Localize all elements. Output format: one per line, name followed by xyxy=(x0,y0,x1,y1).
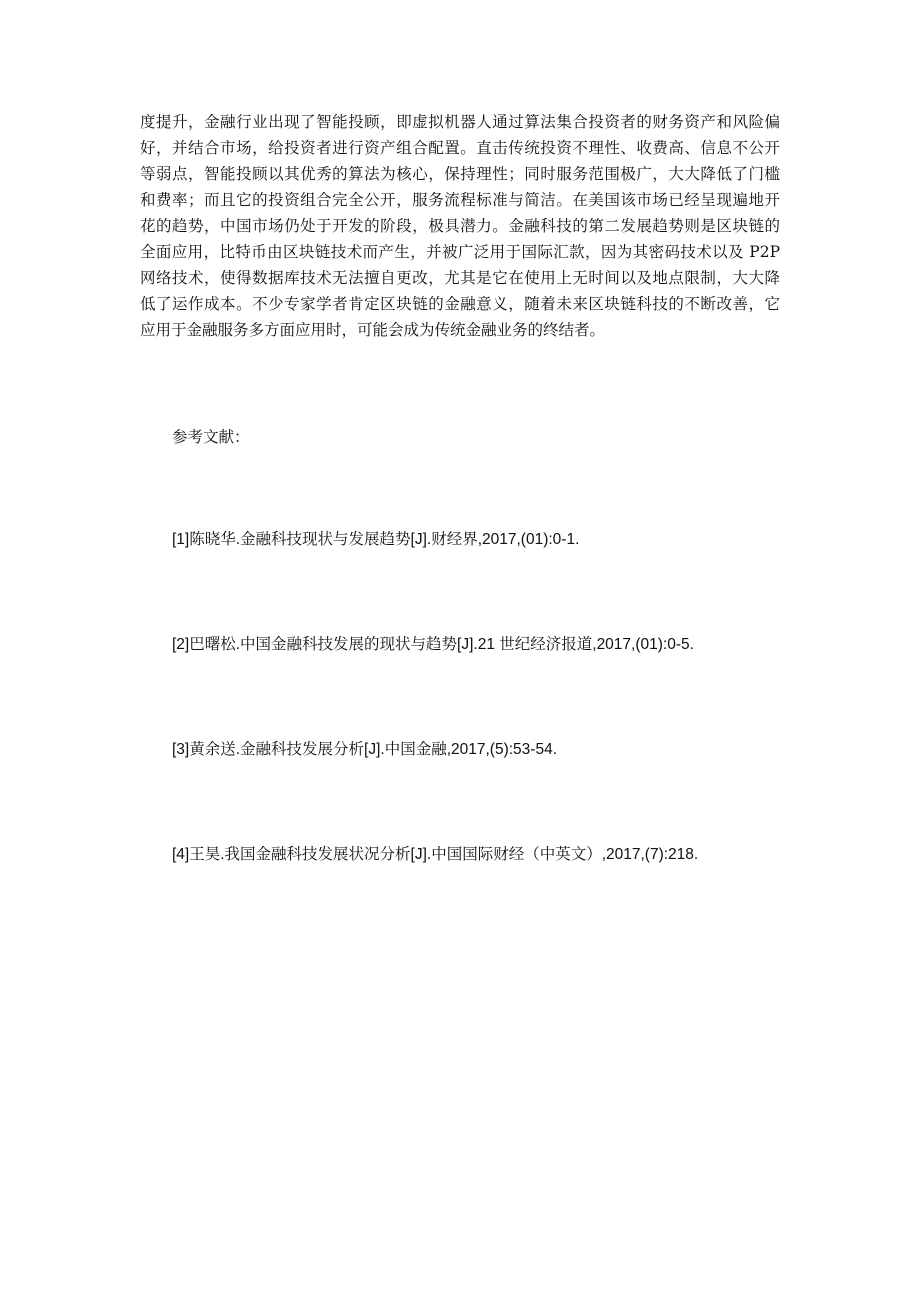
paragraph-line: 度提升，金融行业出现了智能投顾，即虚拟机器人通过算法集合投资者的财务资产和风险偏 xyxy=(140,113,780,131)
paragraph-line: 花的趋势，中国市场仍处于开发的阶段，极具潜力。金融科技的第二发展趋势则是区块链的 xyxy=(140,217,780,235)
body-paragraph xyxy=(140,109,780,343)
reference-item: [1]陈晓华.金融科技现状与发展趋势[J].财经界,2017,(01):0-1. xyxy=(172,531,580,548)
paragraph-line: 低了运作成本。不少专家学者肯定区块链的金融意义，随着未来区块链科技的不断改善，它 xyxy=(140,295,780,313)
paragraph-line: 应用于金融服务多方面应用时，可能会成为传统金融业务的终结者。 xyxy=(140,321,606,339)
reference-item: [4]王昊.我国金融科技发展状况分析[J].中国国际财经（中英文）,2017,(7):218. xyxy=(172,846,699,863)
paragraph-line: 网络技术，使得数据库技术无法擅自更改，尤其是它在使用上无时间以及地点限制，大大降 xyxy=(140,269,780,287)
paragraph-line: 全面应用，比特币由区块链技术而产生，并被广泛用于国际汇款，因为其密码技术以及 P2P xyxy=(140,243,780,261)
reference-item: [3]黄余送.金融科技发展分析[J].中国金融,2017,(5):53-54. xyxy=(172,741,558,758)
paragraph-line: 等弱点，智能投顾以其优秀的算法为核心，保持理性；同时服务范围极广，大大降低了门槛 xyxy=(140,165,780,183)
paragraph-line: 和费率；而且它的投资组合完全公开，服务流程标准与简洁。在美国该市场已经呈现遍地开 xyxy=(140,191,780,209)
reference-item: [2]巴曙松.中国金融科技发展的现状与趋势[J].21 世纪经济报道,2017,(01):0-5. xyxy=(172,636,694,653)
references-heading: 参考文献： xyxy=(172,428,250,446)
paragraph-line: 好，并结合市场，给投资者进行资产组合配置。直击传统投资不理性、收费高、信息不公开 xyxy=(140,139,780,157)
